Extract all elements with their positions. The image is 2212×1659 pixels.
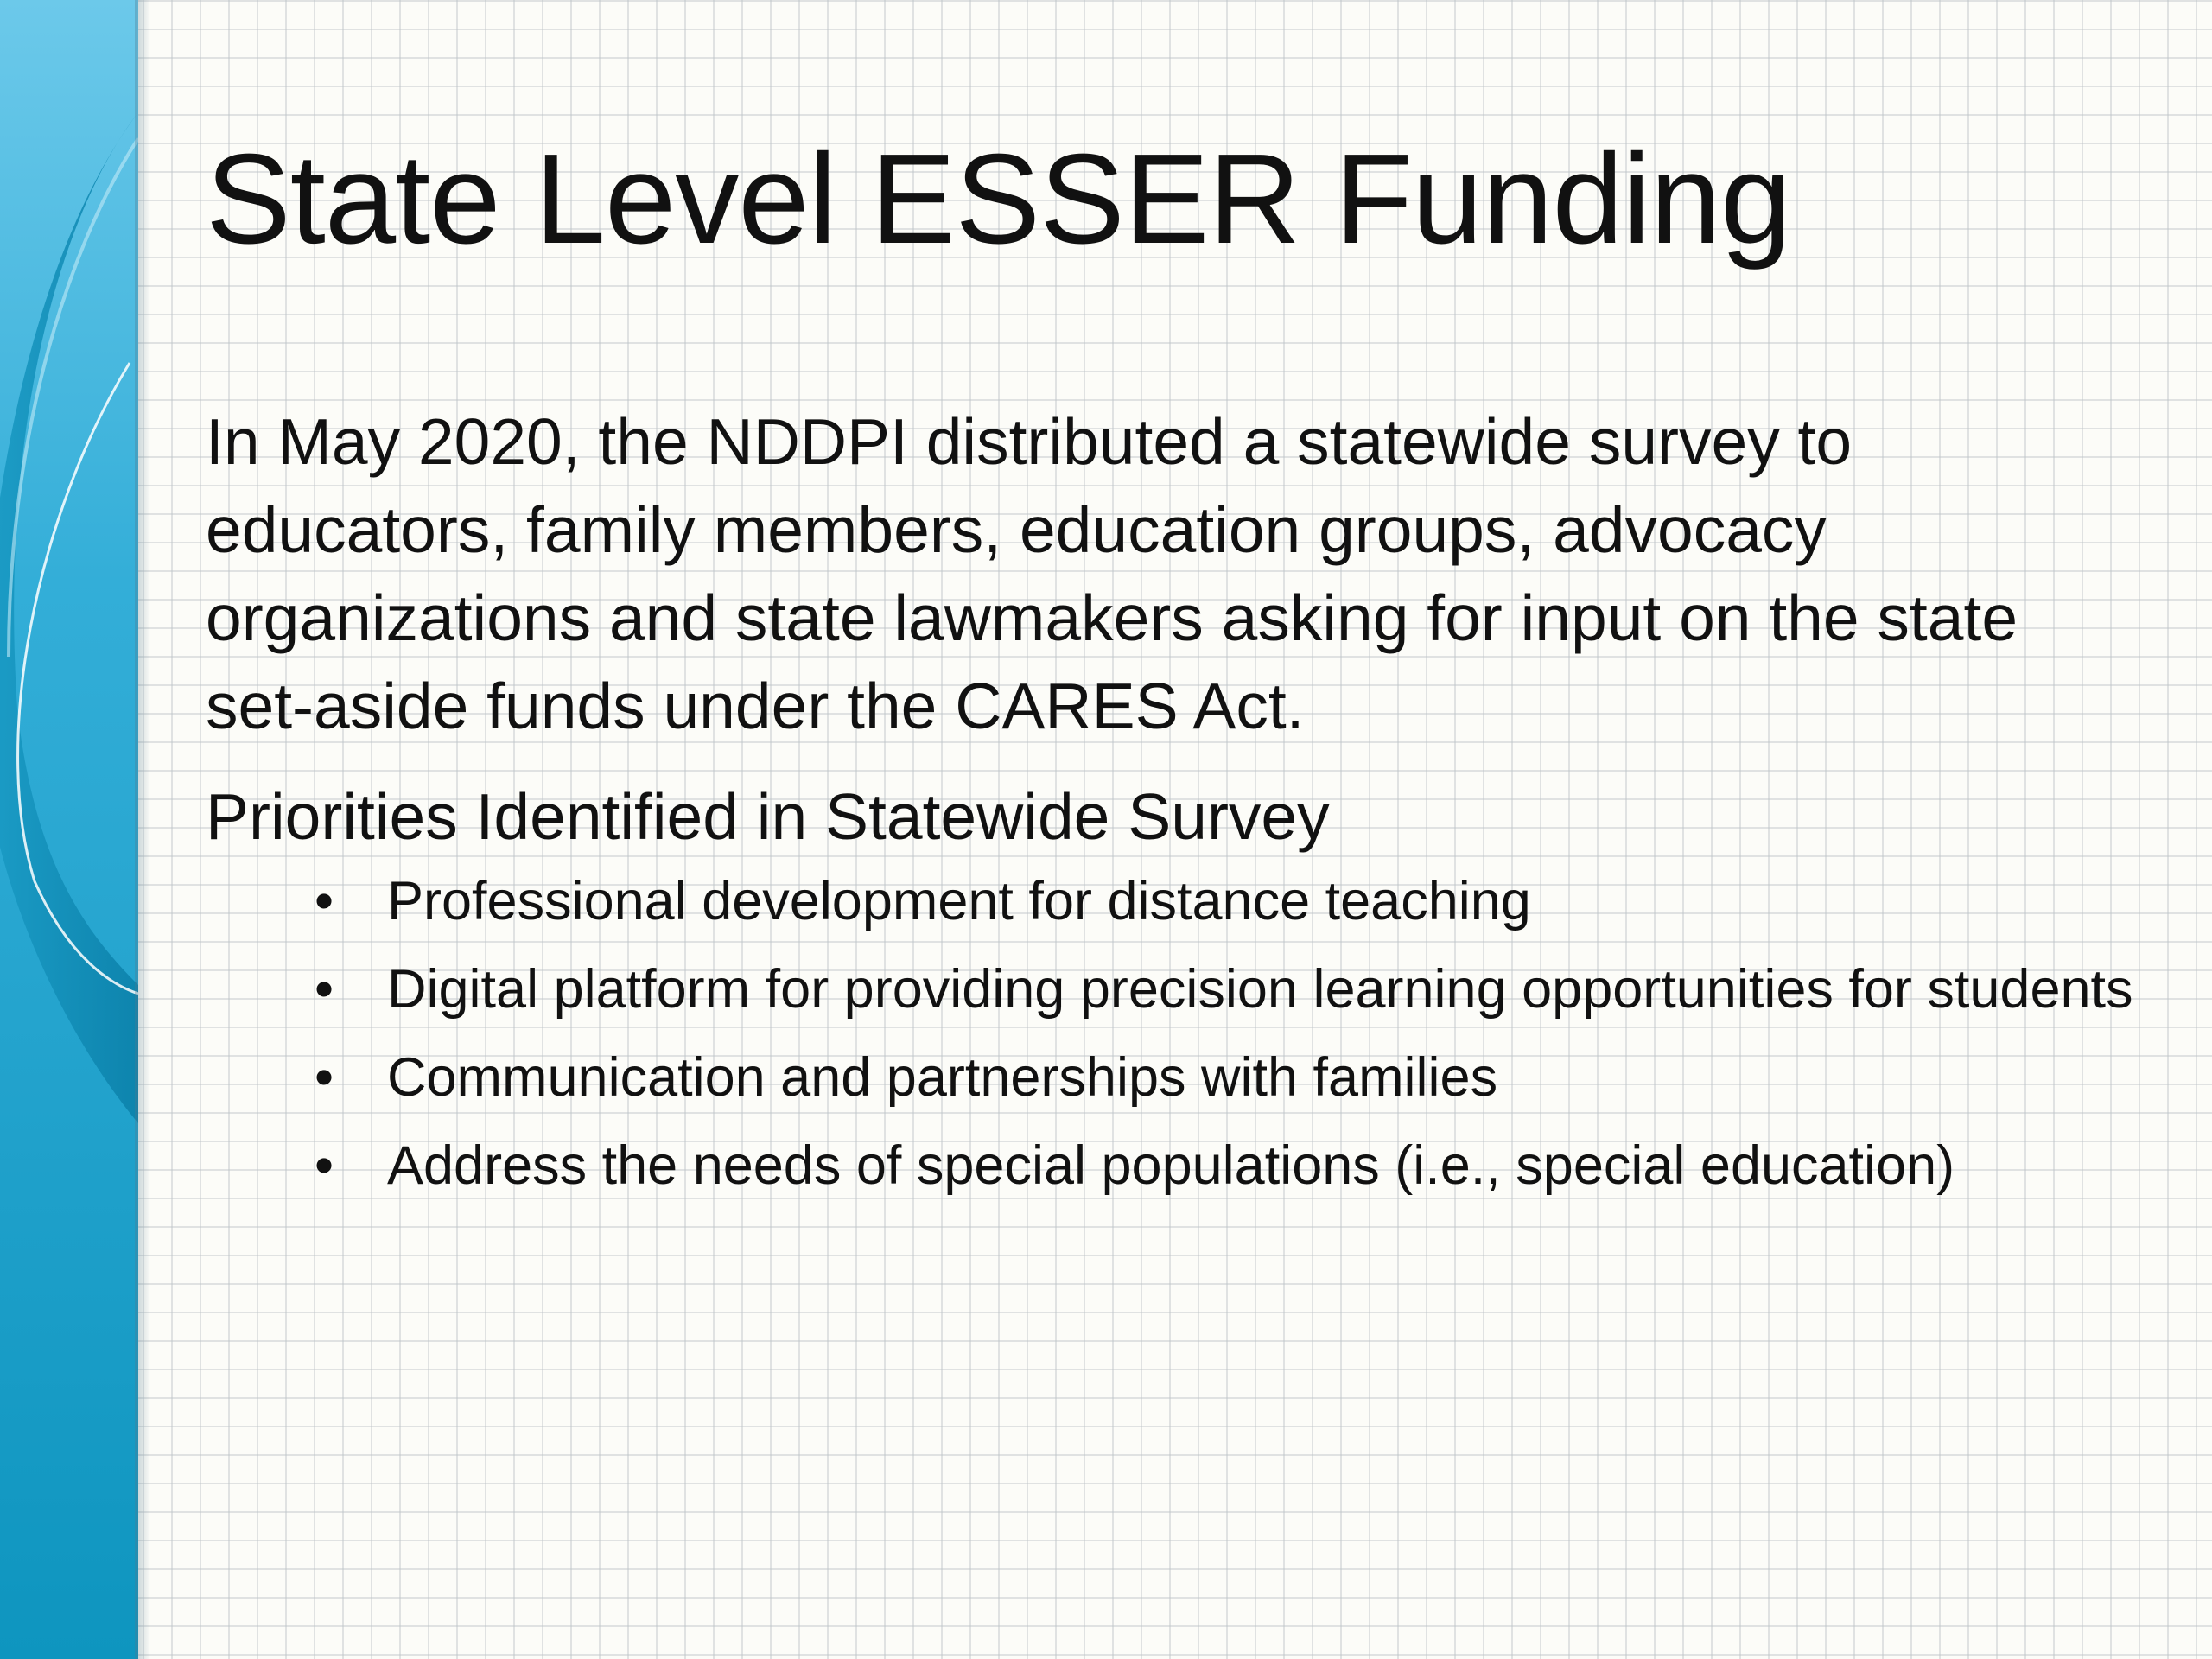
decorative-side-band — [0, 0, 138, 1659]
bullet-icon: • — [315, 1135, 334, 1196]
band-shadow — [135, 0, 150, 1659]
list-item-text: Address the needs of special populations (i.e., special education) — [387, 1135, 1955, 1196]
slide-body — [206, 397, 2141, 1217]
intro-paragraph: In May 2020, the NDDPI distributed a statewide survey to educators, family members, education groups, advocacy organizations and state lawmakers asking for input on the state set-aside funds under the CARES Act. — [206, 405, 2018, 742]
list-item-text: Professional development for distance teaching — [387, 871, 1531, 931]
list-item — [206, 1040, 2141, 1115]
priorities-heading: Priorities Identified in Statewide Survey — [206, 780, 1330, 853]
list-item-text: Digital platform for providing precision learning opportunities for students — [387, 959, 2133, 1020]
bullet-icon: • — [315, 871, 334, 931]
list-item — [206, 952, 2141, 1027]
list-item — [206, 1128, 2141, 1203]
slide-title: State Level ESSER Funding — [206, 128, 1791, 270]
list-item — [206, 864, 2141, 938]
bullet-icon: • — [315, 1047, 334, 1108]
priorities-list — [206, 864, 2141, 1203]
list-item-text: Communication and partnerships with families — [387, 1047, 1498, 1108]
bullet-icon: • — [315, 959, 334, 1020]
